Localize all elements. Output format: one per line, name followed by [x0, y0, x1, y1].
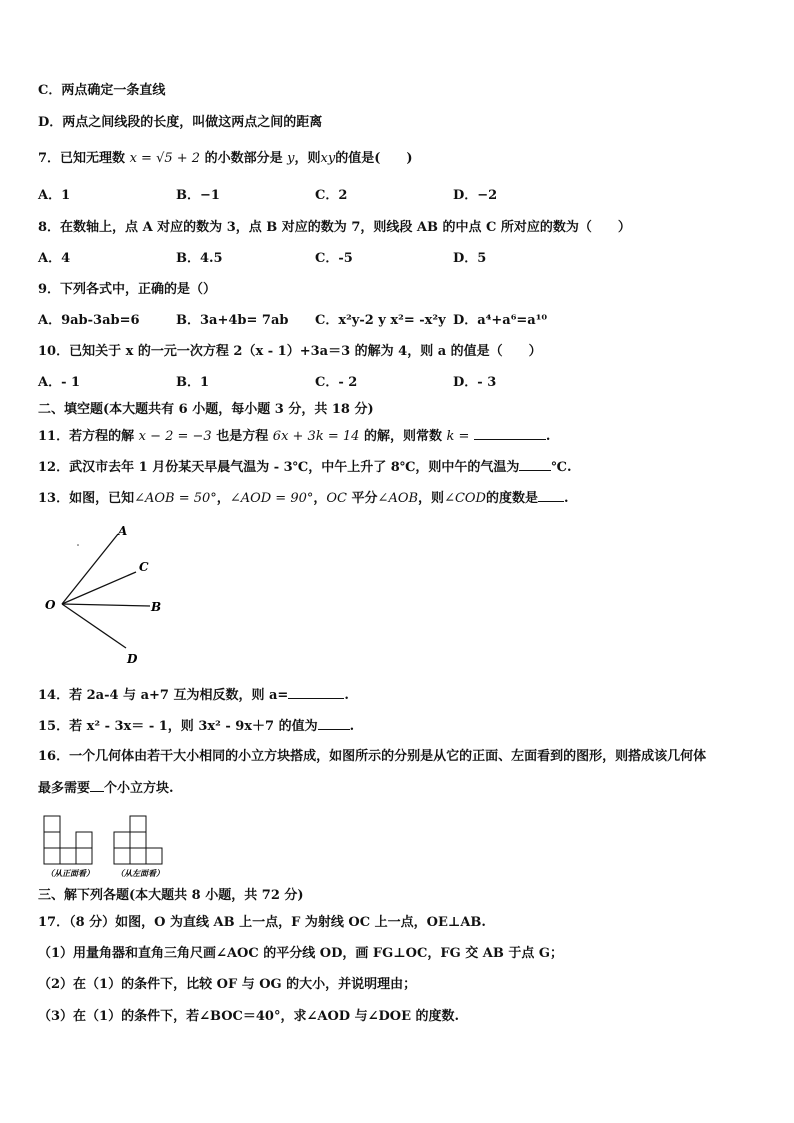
q14-stem [38, 686, 349, 705]
q9-option-c: C．x²y-2 y x²= -x²y [315, 313, 446, 328]
q7-text-mid: 的小数部分是 [204, 151, 283, 166]
front-view-grid [44, 816, 92, 864]
q13-angle-aob-2: ∠AOB [377, 491, 419, 506]
q16-views-figure [40, 812, 170, 880]
q8-option-b: B．4.5 [176, 251, 223, 266]
q10-stem: 10．已知关于 x 的一元一次方程 2（x - 1）+3a＝3 的解为 4，则 a 的值是（ ） [38, 344, 542, 359]
q11-text-post: . [545, 429, 551, 444]
q7-option-a: A．1 [38, 188, 71, 203]
q8-option-c: C．-5 [315, 251, 353, 266]
q13-oc: OC [326, 491, 347, 506]
q7-option-d: D．−2 [453, 188, 498, 203]
q7-var-xy: xy [320, 151, 336, 166]
q13-stem [38, 489, 569, 508]
q7-stem [38, 150, 413, 168]
q16-answer-blank[interactable] [90, 779, 104, 792]
section-3-heading: 三、解下列各题(本大题共 8 小题，共 72 分) [38, 888, 304, 903]
q17-part1: （1）用量角器和直角三角尺画∠AOC 的平分线 OD，画 FG⊥OC，FG 交 AB 于点 G； [38, 946, 563, 961]
q8-option-d: D．5 [453, 251, 487, 266]
q9-option-b: B．3a+4b= 7ab [176, 313, 289, 328]
q9-stem: 9．下列各式中，正确的是（） [38, 282, 217, 297]
q7-option-c: C．2 [315, 188, 348, 203]
q8-stem: 8．在数轴上，点 A 对应的数为 3，点 B 对应的数为 7，则线段 AB 的中点 C 所对应的数为（ ） [38, 220, 631, 235]
q17-part3: （3）在（1）的条件下，若∠BOC＝40°，求∠AOD 与∠DOE 的度数. [38, 1009, 460, 1024]
q15-text-pre: 15．若 x² - 3x＝ - 1，则 3x² - 9x＋7 的值为 [38, 719, 318, 734]
section-2-heading: 二、填空题(本大题共有 6 小题，每小题 3 分，共 18 分) [38, 402, 374, 417]
ray-oa [62, 534, 118, 604]
q9-option-d: D．a⁴+a⁶=a¹⁰ [453, 313, 548, 328]
q11-text-pre: 11．若方程的解 [38, 429, 135, 444]
q17-stem: 17．（8 分）如图，O 为直线 AB 上一点，F 为射线 OC 上一点，OE⊥AB. [38, 915, 486, 930]
label-b: B [151, 600, 162, 614]
ray-od [62, 604, 126, 648]
q16-line2-pre: 最多需要 [38, 781, 91, 796]
label-o: O [45, 598, 56, 612]
q11-text-mid2: 的解，则常数 [363, 429, 442, 444]
q12-answer-blank[interactable] [519, 458, 551, 471]
q13-text-end: . [564, 491, 569, 506]
q13-angle-figure [40, 520, 180, 670]
q13-sep: ， [216, 491, 230, 506]
q13-sep2: ， [313, 491, 327, 506]
q12-stem [38, 458, 572, 477]
q15-text-post: . [349, 719, 355, 734]
q8-option-a: A．4 [38, 251, 71, 266]
q13-text-post: 的度数是 [485, 491, 538, 506]
figure-speck [77, 544, 79, 546]
q13-angle-cod: ∠COD [444, 491, 486, 506]
q14-text-post: . [344, 688, 349, 703]
q12-text-pre: 12．武汉市去年 1 月份某天早晨气温为 - 3℃，中午上升了 8℃，则中午的气温为 [38, 460, 520, 475]
label-c: C [139, 560, 149, 574]
q13-angle-aod: ∠AOD = 90° [229, 491, 314, 506]
q10-option-a: A．- 1 [38, 375, 81, 390]
q15-stem [38, 717, 354, 736]
q13-text-mid3: ，则 [418, 491, 445, 506]
q17-part2: （2）在（1）的条件下，比较 OF 与 OG 的大小，并说明理由； [38, 977, 417, 992]
q7-text-pre: 7．已知无理数 [38, 151, 126, 166]
label-a: A [118, 524, 128, 538]
q7-var-y: y [287, 151, 295, 166]
q11-stem [38, 427, 550, 446]
q12-text-post: ℃. [551, 460, 572, 475]
q6-option-d: D．两点之间线段的长度，叫做这两点之间的距离 [38, 115, 323, 130]
q7-formula: x = √5 + 2 [129, 151, 201, 166]
q11-eq3: k = [446, 429, 470, 444]
q15-answer-blank[interactable] [318, 717, 350, 730]
ray-ob [62, 604, 150, 606]
q10-option-d: D．- 3 [453, 375, 497, 390]
q10-option-b: B．1 [176, 375, 210, 390]
label-d: D [127, 652, 138, 666]
q16-line1: 16．一个几何体由若干大小相同的小立方块搭成，如图所示的分别是从它的正面、左面看到的图形，则搭成该几何体 [38, 749, 707, 764]
q11-text-mid: 也是方程 [216, 429, 269, 444]
q11-answer-blank[interactable] [474, 427, 546, 440]
q16-line2-post: 个小立方块. [104, 781, 174, 796]
q10-option-c: C．- 2 [315, 375, 358, 390]
left-view-grid [114, 816, 162, 864]
q13-angle-aob: ∠AOB = 50° [134, 491, 217, 506]
q14-answer-blank[interactable] [288, 686, 344, 699]
q14-text-pre: 14．若 2a-4 与 a+7 互为相反数，则 a= [38, 688, 289, 703]
q7-text-mid2: ，则 [294, 151, 321, 166]
q6-option-c: C．两点确定一条直线 [38, 83, 166, 98]
q13-text-pre: 13．如图，已知 [38, 491, 135, 506]
q7-text-post: 的值是( ) [335, 151, 413, 166]
q13-text-mid2: 平分 [351, 491, 378, 506]
q11-eq2: 6x + 3k = 14 [272, 429, 360, 444]
q9-option-a: A．9ab-3ab=6 [38, 313, 140, 328]
ray-oc [62, 572, 136, 604]
caption-left-view: （从左面看） [116, 869, 164, 878]
q16-line2 [38, 779, 174, 798]
q7-option-b: B．−1 [176, 188, 220, 203]
caption-front-view: （从正面看） [46, 869, 94, 878]
q11-eq1: x − 2 = −3 [138, 429, 212, 444]
q13-answer-blank[interactable] [538, 489, 564, 502]
